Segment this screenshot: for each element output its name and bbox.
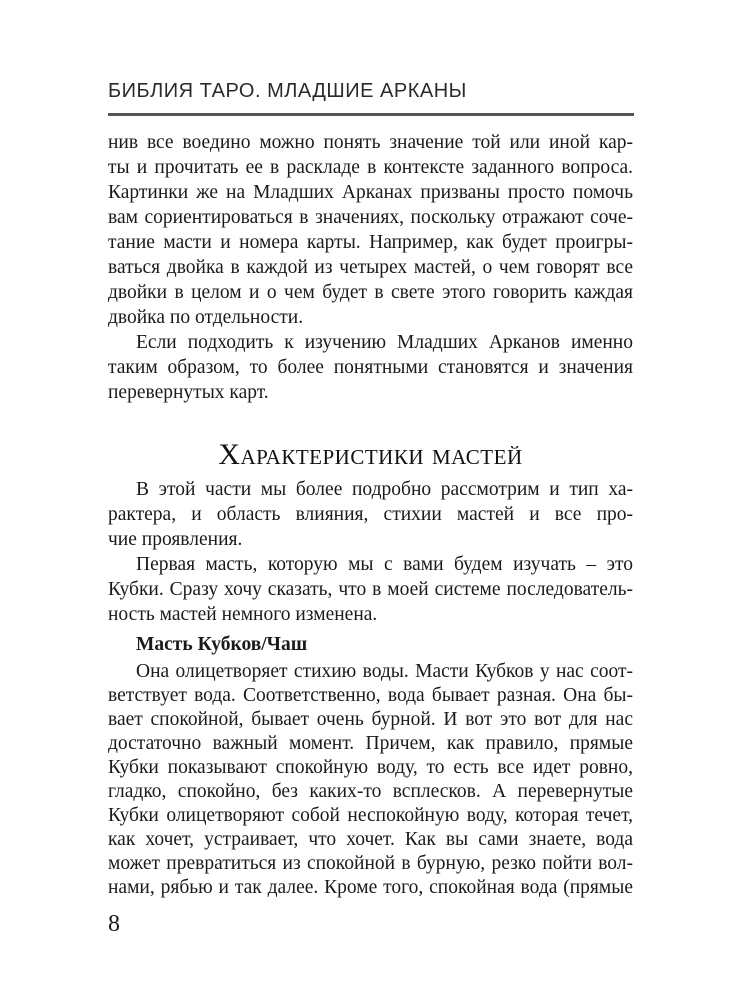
text-line: может превратиться из спокойной в бурную, резко пойти вол- xyxy=(108,853,633,874)
text-line: ты и прочитать ее в раскладе в контексте заданного вопроса. xyxy=(108,157,633,178)
text-line: рактера, и область влияния, стихии мастей и все про- xyxy=(108,504,633,525)
text-line: таким образом, то более понятными становятся и значения xyxy=(108,357,633,378)
text-line: нами, рябью и так далее. Кроме того, спокойная вода (прямые xyxy=(108,877,633,898)
section-heading: Характеристики мастей xyxy=(218,438,523,471)
text-line: двойки в целом и о чем будет в свете этого говорить каждая xyxy=(108,282,633,303)
text-line: двойка по отдельности. xyxy=(108,307,304,328)
text-line: тание масти и номера карты. Например, как будет проигры- xyxy=(108,232,633,253)
text-line: гладко, спокойно, без каких-то всплесков. А перевернутые xyxy=(108,781,633,802)
header-rule xyxy=(108,113,634,116)
text-line: Она олицетворяет стихию воды. Масти Кубков у нас соот- xyxy=(136,661,633,682)
text-line: Кубки показывают спокойную воду, то есть все идет ровно, xyxy=(108,757,633,778)
text-line: В этой части мы более подробно рассмотрим и тип ха- xyxy=(136,479,633,500)
text-line: Кубки. Сразу хочу сказать, что в моей системе последователь- xyxy=(108,579,633,600)
text-line: Первая масть, которую мы с вами будем изучать – это xyxy=(136,554,633,575)
text-line: ность мастей немного изменена. xyxy=(108,604,378,625)
text-line: перевернутых карт. xyxy=(108,382,269,403)
text-line: чие проявления. xyxy=(108,529,243,550)
text-line: Если подходить к изучению Младших Арканов именно xyxy=(136,332,633,353)
text-line: вам сориентироваться в значениях, поскольку отражают соче- xyxy=(108,207,633,228)
text-line: нив все воедино можно понять значение той или иной кар- xyxy=(108,132,633,153)
text-line: ваться двойка в каждой из четырех мастей, о чем говорят все xyxy=(108,257,633,278)
text-line: достаточно важный момент. Причем, как правило, прямые xyxy=(108,733,633,754)
text-line: Картинки же на Младших Арканах призваны просто помочь xyxy=(108,182,633,203)
text-line: вает спокойной, бывает очень бурной. И вот это вот для нас xyxy=(108,709,633,730)
subheading: Масть Кубков/Чаш xyxy=(136,634,308,655)
page-number: 8 xyxy=(108,911,120,937)
text-line: как хочет, устраивает, что хочет. Как вы сами знаете, вода xyxy=(108,829,633,850)
text-line: Кубки олицетворяют собой неспокойную воду, которая течет, xyxy=(108,805,633,826)
running-header: БИБЛИЯ ТАРО. МЛАДШИЕ АРКАНЫ xyxy=(108,80,467,102)
text-line: ветствует вода. Соответственно, вода бывает разная. Она бы- xyxy=(108,685,633,706)
